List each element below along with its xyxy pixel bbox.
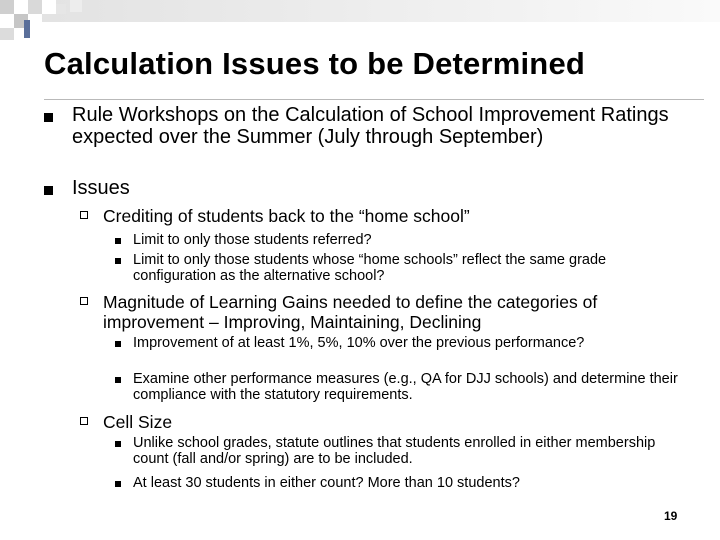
bullet-small-square-icon	[115, 341, 121, 347]
title-divider	[44, 99, 704, 100]
bullet-square-icon	[44, 186, 53, 195]
detail-item-unlike-school-grades: Unlike school grades, statute outlines that students enrolled in either membership count (fall and/or spring) are to be included.	[133, 435, 656, 467]
sub-bullet-crediting: Crediting of students back to the “home school”	[103, 206, 470, 226]
bullet-hollow-square-icon	[80, 297, 88, 305]
detail-item-improvement: Improvement of at least 1%, 5%, 10% over the previous performance?	[133, 335, 585, 351]
bullet-small-square-icon	[115, 238, 121, 244]
bullet-small-square-icon	[115, 441, 121, 447]
detail-item-at-least-30: At least 30 students in either count? More than 10 students?	[133, 475, 520, 491]
bullet-small-square-icon	[115, 481, 121, 487]
detail-item-limit-home-schools: Limit to only those students whose “home schools” reflect the same grade configuration as the alternative school?	[133, 252, 607, 284]
bullet-item-rule-workshops: Rule Workshops on the Calculation of School Improvement Ratings expected over the Summer (July through September)	[72, 104, 669, 148]
bullet-hollow-square-icon	[80, 211, 88, 219]
detail-item-examine: Examine other performance measures (e.g., QA for DJJ schools) and determine their compliance with the statutory requirements.	[133, 371, 678, 403]
bullet-item-issues: Issues	[72, 177, 130, 199]
page-number: 19	[664, 509, 678, 523]
detail-item-limit-referred: Limit to only those students referred?	[133, 232, 372, 248]
bullet-small-square-icon	[115, 377, 121, 383]
bullet-small-square-icon	[115, 258, 121, 264]
sub-bullet-cell-size: Cell Size	[103, 412, 173, 432]
decorative-header-pattern	[0, 0, 720, 42]
slide-title: Calculation Issues to be Determined	[44, 46, 586, 81]
bullet-hollow-square-icon	[80, 417, 88, 425]
sub-bullet-magnitude: Magnitude of Learning Gains needed to define the categories of improvement – Improving, Maintaining, Declining	[103, 292, 598, 332]
bullet-square-icon	[44, 113, 53, 122]
